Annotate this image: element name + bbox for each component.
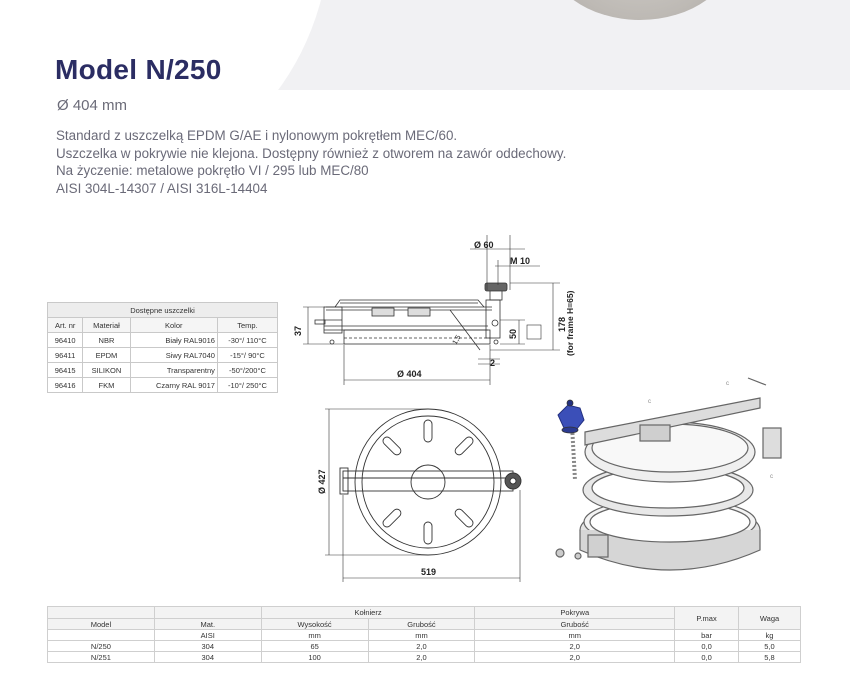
dim-d60: Ø 60 (474, 240, 494, 250)
spec-cell: 2,0 (475, 641, 675, 652)
gasket-cell: EPDM (83, 348, 130, 363)
page-title: Model N/250 (55, 54, 222, 85)
part-marker: c (648, 399, 651, 405)
spec-cell: 304 (154, 652, 261, 663)
dim-178: 178 (557, 316, 567, 332)
gasket-header: Kolor (130, 318, 217, 333)
spec-cell: 0,0 (675, 652, 739, 663)
unit-cell (48, 630, 155, 641)
dim-519: 519 (421, 567, 437, 577)
top-view (340, 409, 521, 555)
gasket-cell: 96415 (48, 363, 83, 378)
unit-cell: kg (739, 630, 801, 641)
unit-cell: bar (675, 630, 739, 641)
dim-1-5: 1,5 (451, 334, 463, 346)
spec-cell: 65 (261, 641, 368, 652)
gasket-cell: Siwy RAL7040 (130, 348, 217, 363)
description-line: Uszczelka w pokrywie nie klejona. Dostępny również z otworem na zawór oddechowy. (56, 145, 567, 161)
gasket-cell: NBR (83, 333, 130, 348)
nominal-diameter: Ø 404 mm (57, 97, 128, 114)
group-header-flange: Kołnierz (261, 607, 475, 619)
gasket-cell: 96416 (48, 378, 83, 393)
col-header-weight: Waga (739, 607, 801, 630)
col-header-flange-thickness: Grubość (368, 619, 475, 630)
spec-cell: 304 (154, 641, 261, 652)
group-header-cover: Pokrywa (475, 607, 675, 619)
gasket-table-caption: Dostępne uszczelki (48, 303, 278, 318)
gasket-cell: -10°/ 250°C (217, 378, 277, 393)
dim-frame-note: (for frame H=65) (565, 290, 575, 356)
dim-50: 50 (508, 328, 518, 339)
side-view (315, 283, 507, 350)
gasket-cell: Biały RAL9016 (130, 333, 217, 348)
gasket-cell: 96411 (48, 348, 83, 363)
gasket-cell: -15°/ 90°C (217, 348, 277, 363)
exploded-view (556, 378, 781, 570)
spec-cell: N/251 (48, 652, 155, 663)
gasket-cell: -30°/ 110°C (217, 333, 277, 348)
spec-cell: 2,0 (368, 641, 475, 652)
spec-cell: 2,0 (475, 652, 675, 663)
gasket-header: Materiał (83, 318, 130, 333)
dim-m10: M 10 (510, 256, 531, 266)
blue-knob-part (558, 400, 584, 433)
gasket-cell: 96410 (48, 333, 83, 348)
gasket-cell: FKM (83, 378, 130, 393)
col-header-model: Model (48, 619, 155, 630)
gasket-cell: Transparentny (130, 363, 217, 378)
dim-2: 2 (490, 358, 496, 368)
dim-d427: Ø 427 (317, 469, 327, 494)
spec-cell: 2,0 (368, 652, 475, 663)
gasket-cell: -50°/200°C (217, 363, 277, 378)
specification-table (47, 606, 801, 663)
top-view-dimensions (325, 409, 520, 582)
dim-d404: Ø 404 (397, 369, 422, 379)
gasket-cell: SILIKON (83, 363, 130, 378)
dim-37: 37 (293, 325, 303, 336)
spec-cell: 5,0 (739, 641, 801, 652)
spec-cell: 5,8 (739, 652, 801, 663)
spec-cell: N/250 (48, 641, 155, 652)
unit-cell: mm (475, 630, 675, 641)
col-header-material: Mat. (154, 619, 261, 630)
gasket-header: Temp. (217, 318, 277, 333)
gasket-cell: Czarny RAL 9017 (130, 378, 217, 393)
part-marker: c (770, 474, 773, 480)
col-header-pmax: P.max (675, 607, 739, 630)
unit-cell: AISI (154, 630, 261, 641)
units-row (48, 630, 801, 641)
unit-cell: mm (261, 630, 368, 641)
col-header-height: Wysokość (261, 619, 368, 630)
table-row (48, 652, 801, 663)
gasket-header: Art. nr (48, 318, 83, 333)
description-line: Standard z uszczelką EPDM G/AE i nylonowym pokrętłem MEC/60. (56, 128, 458, 143)
table-row (48, 641, 801, 652)
spec-cell: 0,0 (675, 641, 739, 652)
col-header-cover-thickness: Grubość (475, 619, 675, 630)
description-line: Na życzenie: metalowe pokrętło VI / 295 lub MEC/80 (56, 163, 369, 178)
description-line: AISI 304L-14307 / AISI 316L-14404 (56, 180, 268, 196)
spec-cell: 100 (261, 652, 368, 663)
part-marker: c (726, 381, 729, 387)
unit-cell: mm (368, 630, 475, 641)
